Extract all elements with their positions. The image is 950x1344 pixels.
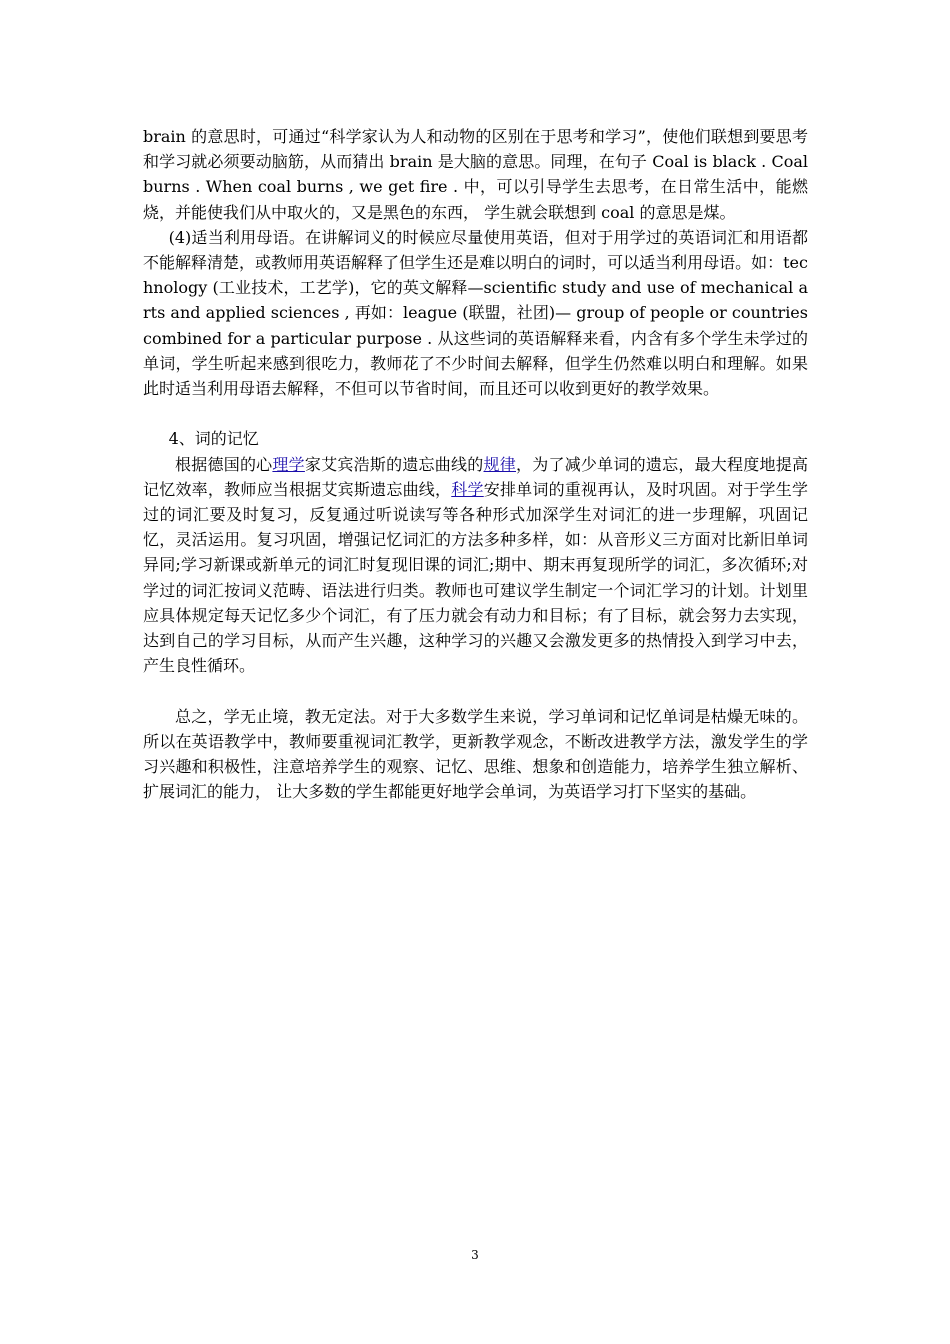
text-segment: 根据德国的心 bbox=[175, 454, 273, 474]
paragraph-use-mother-tongue: (4)适当利用母语。在讲解词义的时候应尽量使用英语，但对于用学过的英语词汇和用语都不能解释清楚，或教师用英语解释了但学生还是难以明白的词时，可以适当利用母语。如：technology (工业技术，工艺学)，它的英文解释—scientific study and use of mechanical arts and applied sciences , 再如：league (联盟，社团)— group of people or countries combined for a particular purpose . 从这些词的英语解释来看，内含有多个学生未学过的单词，学生听起来感到很吃力，教师花了不少时间去解释，但学生仍然难以明白和理解。如果此时适当利用母语去解释，不但可以节省时间，而且还可以收到更好的教学效果。 bbox=[143, 227, 808, 399]
link-psychology[interactable]: 理学 bbox=[272, 454, 305, 474]
text-segment: ，为了减少单词的遗忘，最大程度地提高记忆效率，教师应当根据艾宾斯遗忘曲线， bbox=[143, 454, 808, 499]
section-heading-word-memory: 4、词的记忆 bbox=[168, 429, 259, 449]
blank-line bbox=[143, 678, 808, 703]
paragraph-brain-coal-example: brain 的意思时，可通过“科学家认为人和动物的区别在于思考和学习”，使他们联想到要思考和学习就必须要动脑筋，从而猜出 brain 是大脑的意思。同理，在句子 Coal is black . Coal burns . When coal burns , we get fire . 中，可以引导学生去思考，在日常生活中，能燃烧，并能使我们从中取火的，又是黑色的东西， 学生就会联想到 coal 的意思是煤。 bbox=[143, 127, 808, 222]
blank-line bbox=[143, 401, 808, 426]
document-body bbox=[143, 124, 808, 804]
link-science[interactable]: 科学 bbox=[451, 479, 484, 499]
page-number: 3 bbox=[471, 1248, 479, 1262]
link-law[interactable]: 规律 bbox=[483, 454, 516, 474]
paragraph-memory-ebbinghaus bbox=[143, 452, 808, 679]
text-segment: 家艾宾浩斯的遗忘曲线的 bbox=[304, 454, 484, 474]
paragraph-conclusion: 总之，学无止境，教无定法。对于大多数学生来说，学习单词和记忆单词是枯燥无味的。所以在英语教学中，教师要重视词汇教学，更新教学观念，不断改进教学方法，激发学生的学习兴趣和积极性，注意培养学生的观察、记忆、思维、想象和创造能力，培养学生独立解析、扩展词汇的能力， 让大多数的学生都能更好地学会单词，为英语学习打下坚实的基础。 bbox=[143, 706, 808, 802]
text-segment: 安排单词的重视再认，及时巩固。对于学生学过的词汇要及时复习，反复通过听说读写等各种形式加深学生对词汇的进一步理解，巩固记忆，灵活运用。复习巩固，增强记忆词汇的方法多种多样，如：从音形义三方面对比新旧单词异同;学习新课或新单元的词汇时复现旧课的词汇;期中、期末再复现所学的词汇，多次循环;对学过的词汇按词义范畴、语法进行归类。教师也可建议学生制定一个词汇学习的计划。计划里应具体规定每天记忆多少个词汇，有了压力就会有动力和目标；有了目标，就会努力去实现，达到自己的学习目标，从而产生兴趣，这种学习的兴趣又会激发更多的热情投入到学习中去，产生良性循环。 bbox=[143, 479, 808, 676]
